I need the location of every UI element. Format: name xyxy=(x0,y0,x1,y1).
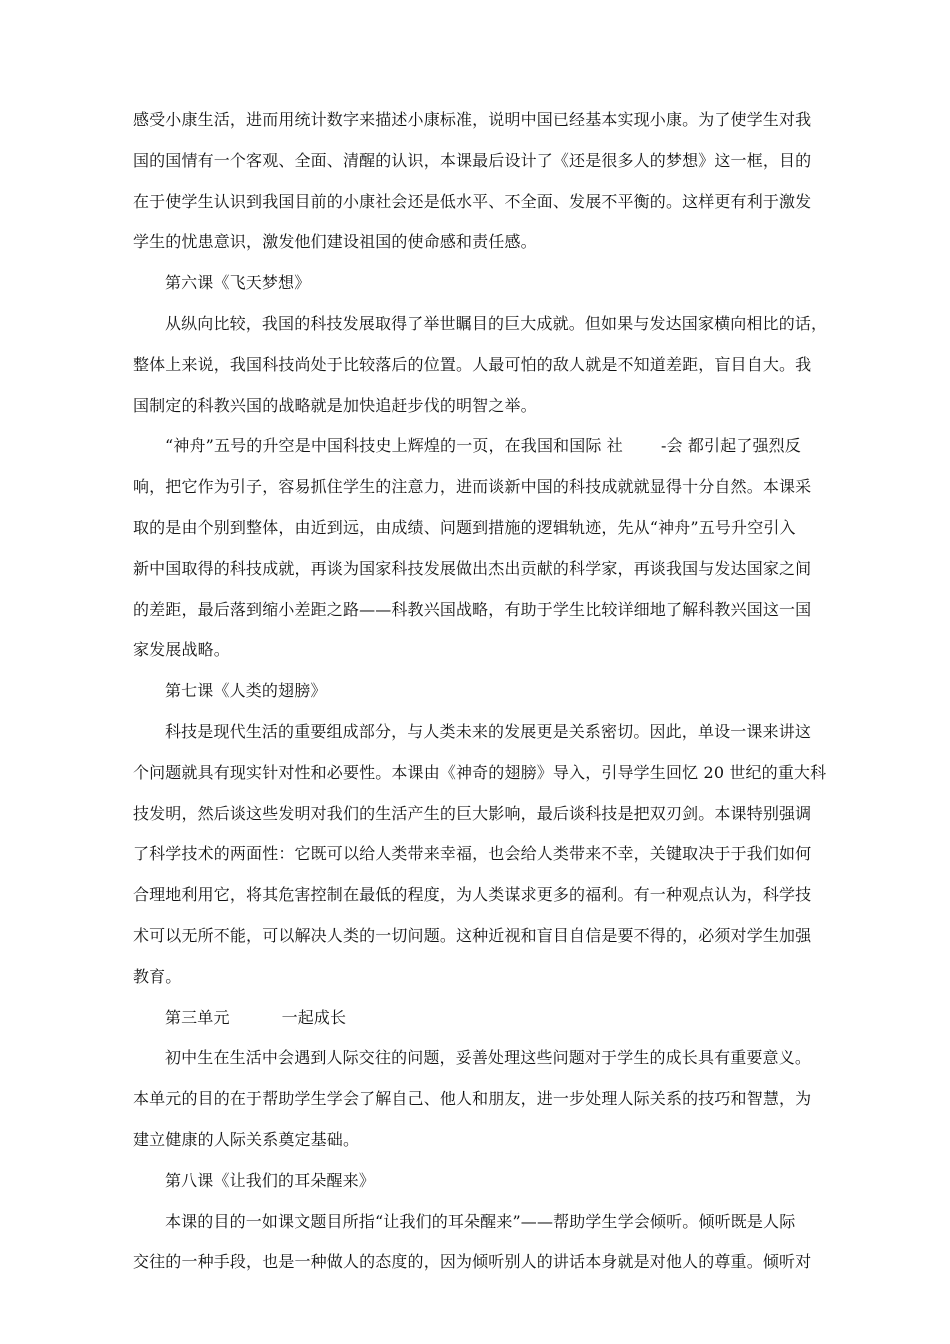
paragraph-line: 从纵向比较，我国的科技发展取得了举世瞩目的巨大成就。但如果与发达国家横向相比的话， xyxy=(165,313,828,333)
paragraph-line: 了科学技术的两面性：它既可以给人类带来幸福，也会给人类带来不幸，关键取决于于我们如何 xyxy=(133,844,812,864)
paragraph-line: 科技是现代生活的重要组成部分，与人类未来的发展更是关系密切。因此，单设一课来讲这 xyxy=(165,721,812,741)
paragraph-line: 的差距，最后落到缩小差距之路——科教兴国战略，有助于学生比较详细地了解科教兴国这一国 xyxy=(133,599,812,619)
unit-heading-3 xyxy=(133,998,849,1039)
paragraph-line: 响，把它作为引子，容易抓住学生的注意力，进而谈新中国的科技成就就显得十分自然。本课采 xyxy=(133,477,812,497)
paragraph-line: 国制定的科教兴国的战略就是加快追赶步伐的明智之举。 xyxy=(133,395,537,415)
paragraph-line: 术可以无所不能，可以解决人类的一切问题。这种近视和盲目自信是要不得的，必须对学生加强 xyxy=(133,925,812,945)
lesson-heading-6: 第六课《飞天梦想》 xyxy=(165,273,311,293)
paragraph-line: 在于使学生认识到我国目前的小康社会还是低水平、不全面、发展不平衡的。这样更有利于激发 xyxy=(133,191,812,211)
unit-title: 一起成长 xyxy=(281,1007,347,1027)
paragraph-line: 初中生在生活中会遇到人际交往的问题，妥善处理这些问题对于学生的成长具有重要意义。 xyxy=(165,1048,812,1068)
paragraph-line: 合理地利用它，将其危害控制在最低的程度，为人类谋求更多的福利。有一种观点认为，科学技 xyxy=(133,885,812,905)
document-body xyxy=(133,100,849,1283)
unit-number: 第三单元 xyxy=(165,1007,230,1027)
paragraph-line: 交往的一种手段，也是一种做人的态度的，因为倾听别人的讲话本身就是对他人的尊重。倾听对 xyxy=(133,1252,812,1272)
paragraph-line: 国的国情有一个客观、全面、清醒的认识，本课最后设计了《还是很多人的梦想》这一框，目的 xyxy=(133,150,812,170)
paragraph-line: 整体上来说，我国科技尚处于比较落后的位置。人最可怕的敌人就是不知道差距，盲目自大。我 xyxy=(133,354,812,374)
paragraph-line: 教育。 xyxy=(133,966,182,986)
paragraph-line: 感受小康生活，进而用统计数字来描述小康标准，说明中国已经基本实现小康。为了使学生对我 xyxy=(133,110,812,129)
paragraph-line: 学生的忧患意识，激发他们建设祖国的使命感和责任感。 xyxy=(133,232,537,252)
paragraph-line: 家发展战略。 xyxy=(133,640,230,660)
paragraph-line: 个问题就具有现实针对性和必要性。本课由《神奇的翅膀》导入，引导学生回忆 20 世纪的重大科 xyxy=(133,762,827,782)
paragraph-line: 本单元的目的在于帮助学生学会了解自己、他人和朋友，进一步处理人际关系的技巧和智慧，为 xyxy=(133,1089,812,1109)
paragraph-line: 取的是由个别到整体，由近到远，由成绩、问题到措施的逻辑轨迹，先从“神舟”五号升空引入 xyxy=(133,517,796,537)
paragraph-line: 建立健康的人际关系奠定基础。 xyxy=(133,1129,360,1149)
paragraph-line: 技发明，然后谈这些发明对我们的生活产生的巨大影响，最后谈科技是把双刃剑。本课特别强调 xyxy=(133,803,812,823)
lesson-heading-8: 第八课《让我们的耳朵醒来》 xyxy=(165,1170,375,1190)
paragraph-line-part: “神舟”五号的升空是中国科技史上辉煌的一页，在我国和国际 社 xyxy=(165,436,623,456)
lesson-heading-7: 第七课《人类的翅膀》 xyxy=(165,681,327,701)
paragraph-line: 本课的目的一如课文题目所指“让我们的耳朵醒来”——帮助学生学会倾听。倾听既是人际 xyxy=(165,1211,796,1231)
paragraph-line xyxy=(133,426,849,467)
paragraph-line-part: -会 都引起了强烈反 xyxy=(660,436,801,456)
paragraph-line: 新中国取得的科技成就，再谈为国家科技发展做出杰出贡献的科学家，再谈我国与发达国家之间 xyxy=(133,558,812,578)
